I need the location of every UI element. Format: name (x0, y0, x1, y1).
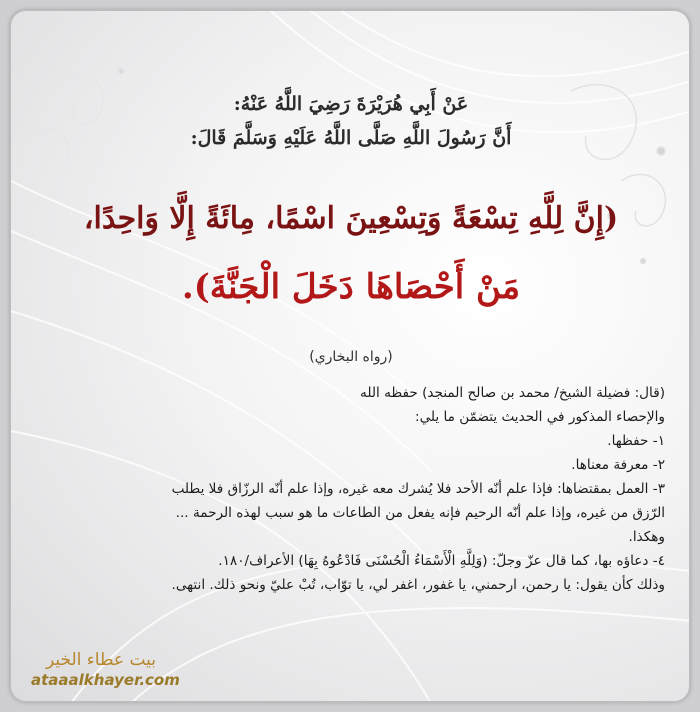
commentary-line: ٤- دعاؤه بها، كما قال عزّ وجلّ: (وَلِلَّهِ الْأَسْمَاءُ الْحُسْنَى فَادْعُوهُ بِهَا) الأعراف/١٨٠. (218, 553, 665, 569)
hadith-text-line-1: (إِنَّ لِلَّهِ تِسْعَةً وَتِسْعِينَ اسْمًا، مِائَةً إِلَّا وَاحِدًا، (83, 201, 619, 236)
commentary-line: الرّزق من غيره، وإذا علم أنّه الرحيم فإنه يفعل من الطاعات ما هو سبب لهذه الرحمة ... (175, 505, 665, 521)
logo-latin-text: ataaalkhayer.com (31, 671, 180, 689)
hadith-card (10, 10, 690, 702)
commentary-line: والإحصاء المذكور في الحديث يتضمّن ما يلي: (414, 409, 665, 425)
commentary-line: ٢- معرفة معناها. (571, 457, 665, 473)
commentary-line: (قال: فضيلة الشيخ/ محمد بن صالح المنجد) حفظه الله (360, 385, 665, 401)
prophet-said-line: أَنَّ رَسُولَ اللَّهِ صَلَّى اللَّهُ عَلَيْهِ وَسَلَّمَ قَالَ: (190, 127, 512, 149)
site-logo (31, 650, 180, 689)
commentary-line: وذلك كأن يقول: يا رحمن، ارحمني، يا غفور، اغفر لي، يا توّاب، تُبْ عليّ ونحو ذلك. انتهى. (171, 577, 665, 593)
hadith-source: (رواه البخاري) (309, 349, 393, 365)
commentary-line: ١- حفظها. (607, 433, 665, 449)
commentary-line: وهكذا. (628, 529, 665, 545)
narrator-line: عَنْ أَبِي هُرَيْرَةَ رَضِيَ اللَّهُ عَنْهُ: (233, 93, 469, 115)
commentary-line: ٣- العمل بمقتضاها: فإذا علم أنّه الأحد فلا يُشرك معه غيره، وإذا علم أنّه الرزّاق فلا يطلب (171, 481, 665, 497)
hadith-text-line-2: مَنْ أَحْصَاهَا دَخَلَ الْجَنَّةَ). (181, 267, 521, 307)
logo-arabic-text: بيت عطاء الخير (45, 650, 156, 670)
